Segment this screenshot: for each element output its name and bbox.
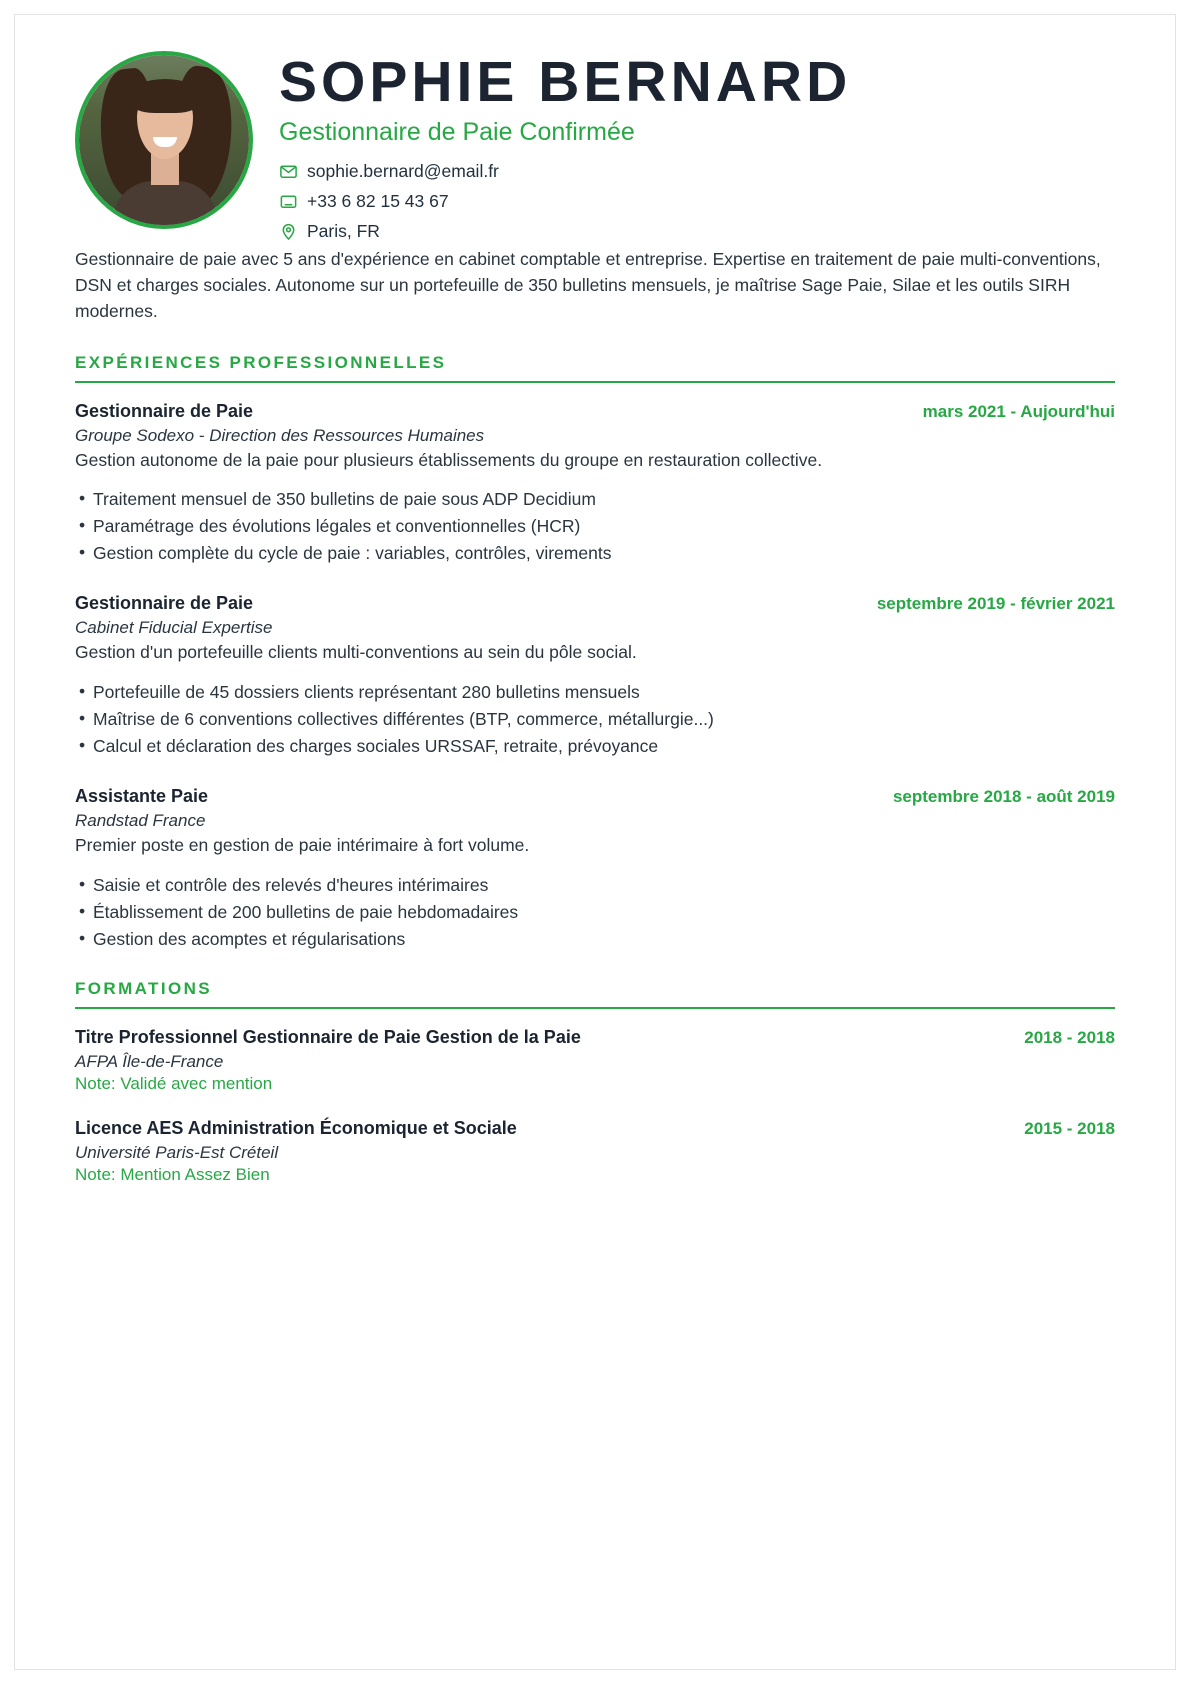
list-item: • Maîtrise de 6 conventions collectives différentes (BTP, commerce, métallurgie...) <box>75 706 1115 733</box>
education-entry-head <box>75 1118 1115 1139</box>
education-dates: 2015 - 2018 <box>1024 1119 1115 1139</box>
education-note: Note: Mention Assez Bien <box>75 1165 270 1185</box>
experience-description: Gestion d'un portefeuille clients multi-conventions au sein du pôle social. <box>75 642 637 663</box>
list-item: • Portefeuille de 45 dossiers clients représentant 280 bulletins mensuels <box>75 679 1115 706</box>
section-divider-education <box>75 1007 1115 1009</box>
contact-location-text: Paris, FR <box>307 220 380 241</box>
education-note: Note: Validé avec mention <box>75 1074 273 1094</box>
experience-entry-head <box>75 786 1115 807</box>
experience-description: Gestion autonome de la paie pour plusieurs établissements du groupe en restauration collective. <box>75 449 823 470</box>
header-text-block <box>279 45 1115 251</box>
resume-header <box>75 45 1115 251</box>
section-divider-experience <box>75 381 1115 383</box>
experience-description: Premier poste en gestion de paie intérimaire à fort volume. <box>75 835 530 856</box>
experience-bullets <box>75 872 1115 953</box>
education-degree: Titre Professionnel Gestionnaire de Paie Gestion de la Paie <box>75 1027 581 1048</box>
contact-phone[interactable] <box>279 191 1115 212</box>
profile-summary: Gestionnaire de paie avec 5 ans d'expérience en cabinet comptable et entreprise. Expertise en traitement de paie multi-conventions, DSN et charges sociales. Autonome sur un portefeuille de 350 bulletins mensuels, je maîtrise Sage Paie, Silae et les outils SIRH modernes. <box>75 248 1101 321</box>
page-title: SOPHIE BERNARD <box>279 50 852 114</box>
resume-sheet <box>14 14 1176 1670</box>
section-title-education: FORMATIONS <box>75 979 213 999</box>
list-item: • Saisie et contrôle des relevés d'heures intérimaires <box>75 872 1115 899</box>
experience-org: Groupe Sodexo - Direction des Ressources Humaines <box>75 425 485 445</box>
avatar <box>75 51 253 229</box>
experience-bullets <box>75 679 1115 760</box>
experience-entry-head <box>75 593 1115 614</box>
experience-dates: septembre 2019 - février 2021 <box>876 594 1115 614</box>
education-entry-head <box>75 1027 1115 1048</box>
education-entry <box>75 1027 1115 1094</box>
list-item: • Gestion des acomptes et régularisations <box>75 926 1115 953</box>
avatar-fringe <box>129 79 201 113</box>
phone-icon <box>279 192 298 211</box>
experience-role: Gestionnaire de Paie <box>75 400 254 421</box>
experience-org: Randstad France <box>75 811 206 831</box>
experience-role: Assistante Paie <box>75 786 209 807</box>
list-item: • Établissement de 200 bulletins de paie hebdomadaires <box>75 899 1115 926</box>
experience-org: Cabinet Fiducial Expertise <box>75 618 273 638</box>
contact-email[interactable] <box>279 161 1115 182</box>
education-school: Université Paris-Est Créteil <box>75 1143 279 1163</box>
education-dates: 2018 - 2018 <box>1024 1028 1115 1048</box>
experience-entry-head <box>75 401 1115 422</box>
contact-location[interactable] <box>279 221 1115 242</box>
contact-email-text: sophie.bernard@email.fr <box>307 160 499 181</box>
list-item: • Gestion complète du cycle de paie : variables, contrôles, virements <box>75 540 1115 567</box>
experience-entry <box>75 786 1115 953</box>
experience-bullets <box>75 486 1115 567</box>
experience-entry <box>75 593 1115 760</box>
education-entry <box>75 1118 1115 1185</box>
avatar-photo <box>79 55 249 225</box>
experience-role: Gestionnaire de Paie <box>75 593 254 614</box>
experience-dates: septembre 2018 - août 2019 <box>892 787 1115 807</box>
section-title-experience: EXPÉRIENCES PROFESSIONNELLES <box>75 352 447 372</box>
contact-phone-text: +33 6 82 15 43 67 <box>307 190 449 211</box>
experience-entry <box>75 401 1115 568</box>
location-pin-icon <box>279 222 298 241</box>
list-item: • Calcul et déclaration des charges sociales URSSAF, retraite, prévoyance <box>75 733 1115 760</box>
list-item: • Paramétrage des évolutions légales et conventionnelles (HCR) <box>75 513 1115 540</box>
job-title: Gestionnaire de Paie Confirmée <box>279 117 635 146</box>
education-school: AFPA Île-de-France <box>75 1052 224 1072</box>
education-degree: Licence AES Administration Économique et Sociale <box>75 1118 517 1139</box>
list-item: • Traitement mensuel de 350 bulletins de paie sous ADP Decidium <box>75 486 1115 513</box>
envelope-icon <box>279 162 298 181</box>
experience-dates: mars 2021 - Aujourd'hui <box>922 401 1115 421</box>
